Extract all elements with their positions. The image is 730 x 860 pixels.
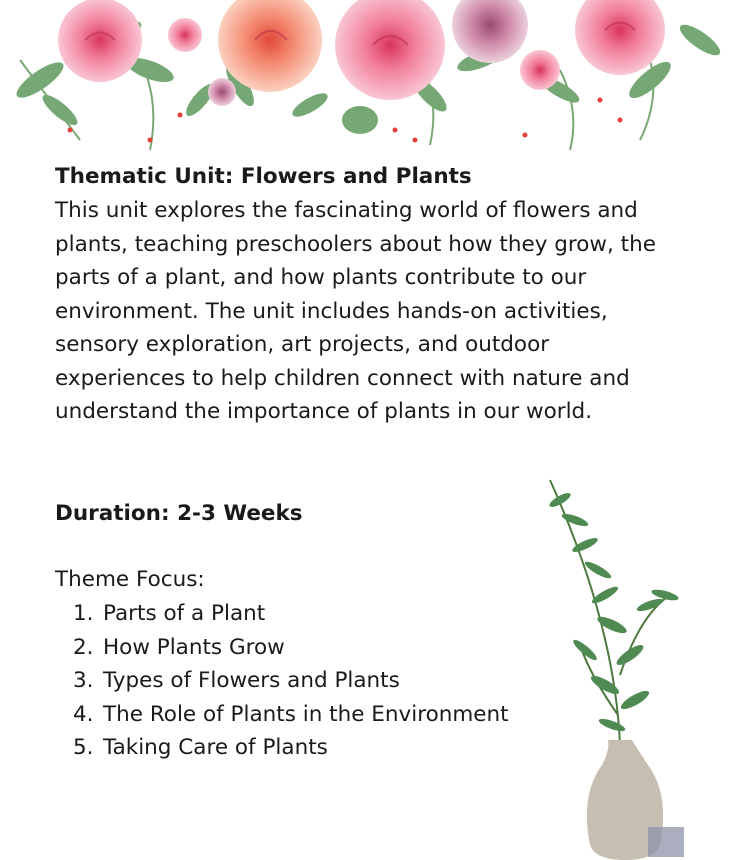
unit-description: This unit explores the fascinating world of flowers and plants, teaching preschoolers about how they grow, the parts of a plant, and how plants contribute to our environment. The unit includes hands-on activities, sensory exploration, art projects, and outdoor experiences to help children connect with nature and understand the importance of plants in our world. (55, 198, 656, 424)
unit-title: Thematic Unit: Flowers and Plants (55, 164, 472, 189)
list-item: 1. Parts of a Plant (73, 601, 266, 626)
duration-label: Duration: 2-3 Weeks (55, 501, 303, 526)
list-item: 3. Types of Flowers and Plants (73, 668, 400, 693)
list-item: 5. Taking Care of Plants (73, 735, 328, 760)
theme-focus-list (73, 597, 509, 765)
list-item: 2. How Plants Grow (73, 634, 285, 660)
plant-vase-image (520, 475, 700, 860)
document-body (55, 160, 675, 760)
theme-focus-label: Theme Focus: (55, 567, 205, 592)
list-item: 4. The Role of Plants in the Environment (73, 701, 509, 727)
floral-header-image (0, 0, 730, 155)
